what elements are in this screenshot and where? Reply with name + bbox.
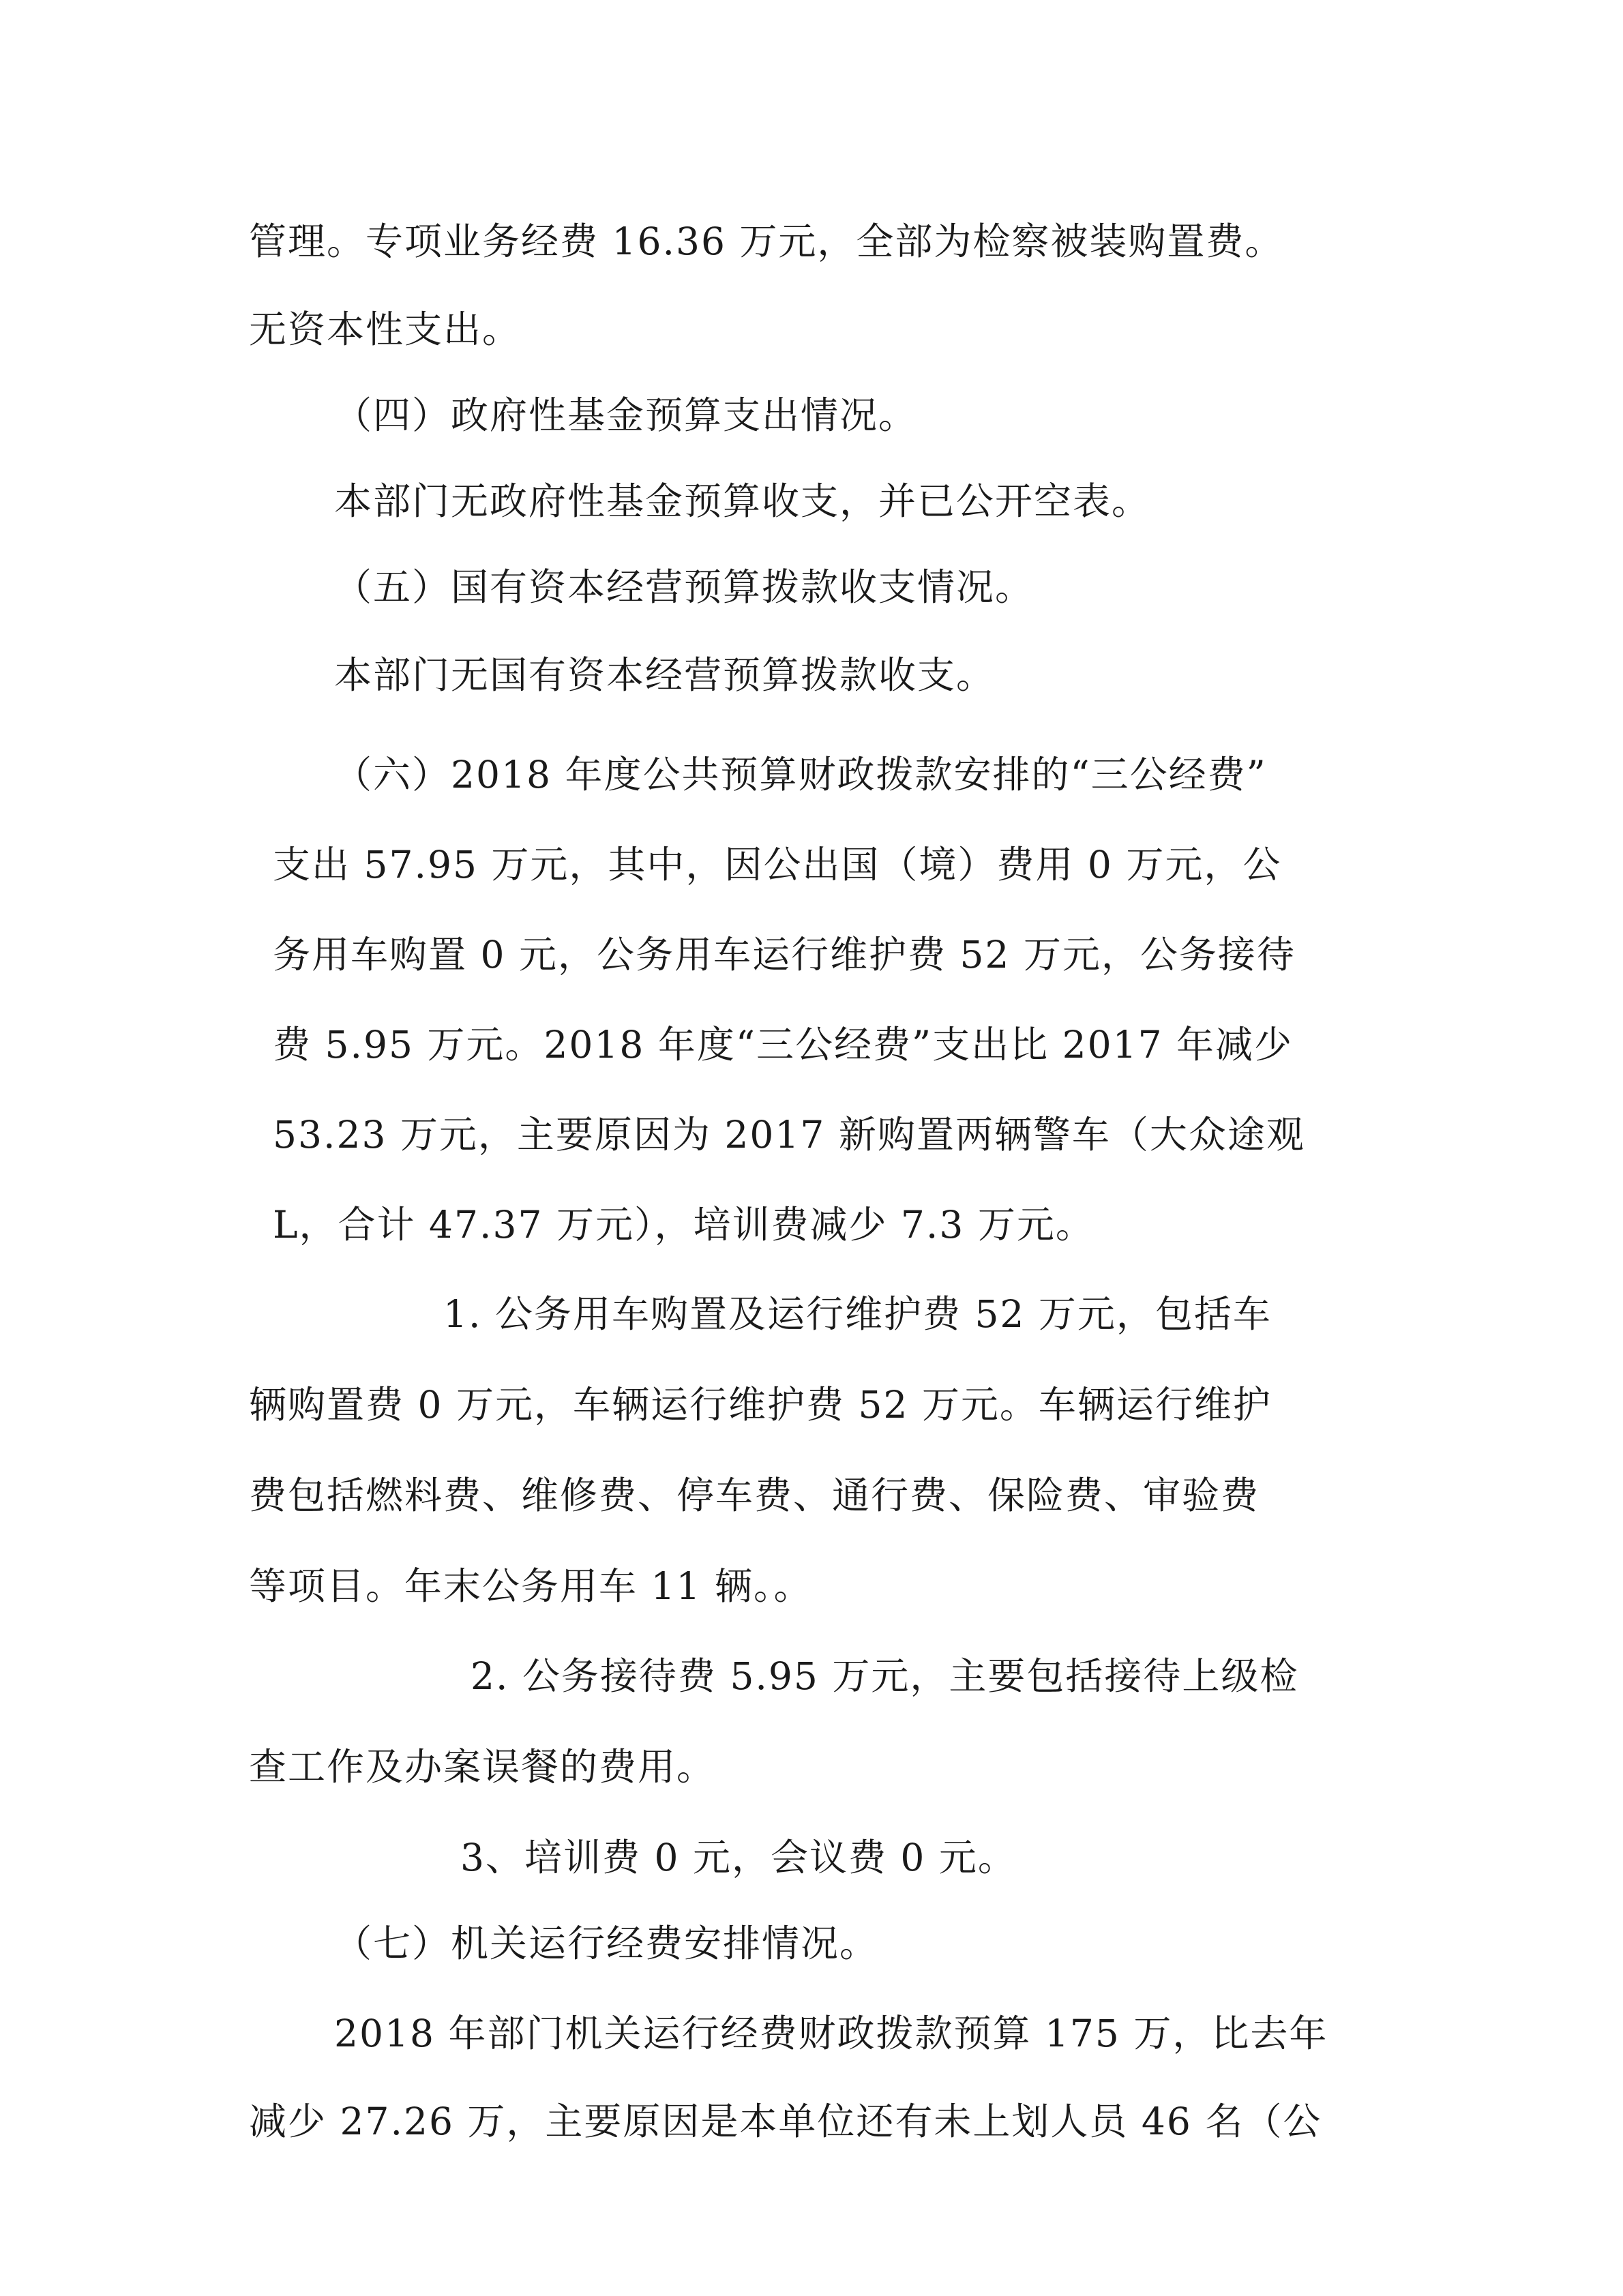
list-item: 2. 公务接待费 5.95 万元，主要包括接待上级检 <box>471 1654 1299 1698</box>
text-line: 本部门无政府性基金预算收支，并已公开空表。 <box>334 479 1151 523</box>
text-line: 费 5.95 万元。2018 年度“三公经费”支出比 2017 年减少 <box>273 1023 1294 1067</box>
text-line: 等项目。年末公务用车 11 辆。。 <box>249 1564 813 1608</box>
section-heading: （四）政府性基金预算支出情况。 <box>334 393 918 437</box>
text-line: 无资本性支出。 <box>249 308 522 351</box>
text-line: 辆购置费 0 万元，车辆运行维护费 52 万元。车辆运行维护 <box>249 1383 1272 1427</box>
text-line: 减少 27.26 万，主要原因是本单位还有未上划人员 46 名（公 <box>249 2100 1322 2143</box>
section-heading: （七）机关运行经费安排情况。 <box>334 1922 879 1965</box>
list-item: 1. 公务用车购置及运行维护费 52 万元，包括车 <box>443 1292 1272 1336</box>
list-item: 3、培训费 0 元，会议费 0 元。 <box>460 1836 1017 1879</box>
text-line: 本部门无国有资本经营预算拨款收支。 <box>334 653 996 697</box>
text-line: 53.23 万元，主要原因为 2017 新购置两辆警车（大众途观 <box>273 1113 1305 1157</box>
text-line: 2018 年部门机关运行经费财政拨款预算 175 万，比去年 <box>334 2012 1328 2055</box>
section-heading: （五）国有资本经营预算拨款收支情况。 <box>334 565 1034 609</box>
text-line: 费包括燃料费、维修费、停车费、通行费、保险费、审验费 <box>249 1474 1260 1517</box>
text-line: 务用车购置 0 元，公务用车运行维护费 52 万元，公务接待 <box>273 933 1296 976</box>
text-line: 支出 57.95 万元，其中，因公出国（境）费用 0 万元，公 <box>273 843 1282 886</box>
text-line: L，合计 47.37 万元），培训费减少 7.3 万元。 <box>273 1203 1095 1247</box>
text-line: 管理。专项业务经费 16.36 万元，全部为检察被装购置费。 <box>249 220 1284 263</box>
section-heading: （六）2018 年度公共预算财政拨款安排的“三公经费” <box>334 753 1267 796</box>
text-line: 查工作及办案误餐的费用。 <box>249 1745 716 1789</box>
